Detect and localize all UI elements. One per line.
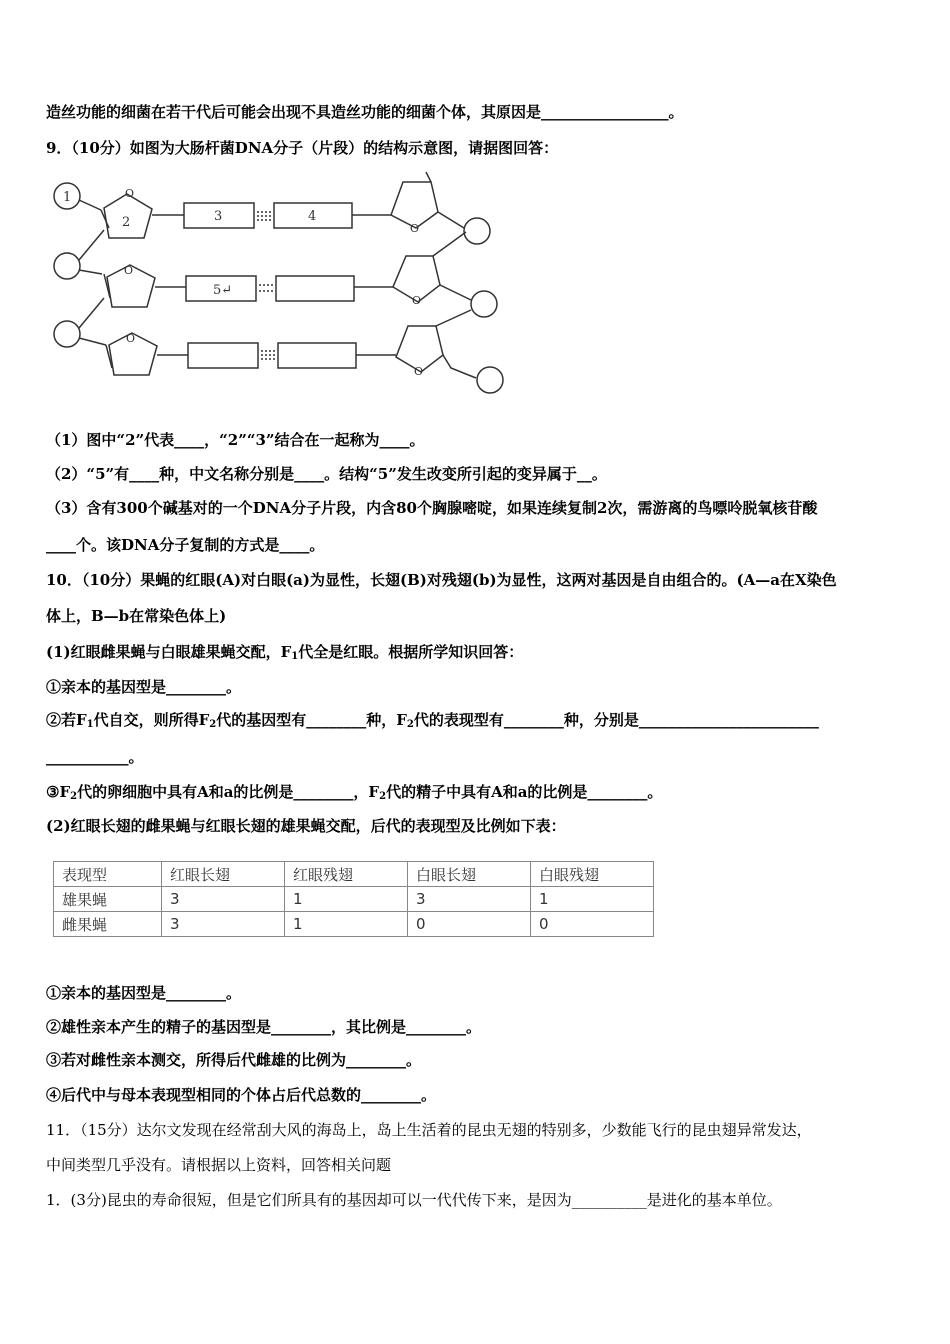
table-cell: 3 xyxy=(162,912,285,937)
subscript: 2 xyxy=(209,719,217,730)
q11-stem-a: 11．（15分）达尔文发现在经常刮大风的海岛上，岛上生活着的昆虫无翅的特别多，少数能飞行的昆虫翅异常发达， xyxy=(46,1121,812,1139)
table-cell: 1 xyxy=(531,887,654,912)
label-2: 2 xyxy=(122,215,131,230)
q10-part1-c xyxy=(46,782,910,802)
phosphate xyxy=(477,367,503,393)
q10-part2-c: ③若对雌性亲本测交，所得后代雌雄的比例为________。 xyxy=(46,1051,422,1069)
subscript: 2 xyxy=(379,791,387,802)
q11-part1: 1．(3分)昆虫的寿命很短，但是它们所具有的基因却可以一代代传下来，是因为__________是进化的基本单位。 xyxy=(46,1191,782,1209)
base xyxy=(188,343,258,368)
label-o: O xyxy=(412,294,422,307)
q10-part1-b xyxy=(46,710,910,730)
backbone-bond xyxy=(79,200,101,210)
table-cell: 雌果蝇 xyxy=(54,912,162,937)
label-3: 3 xyxy=(214,209,223,224)
backbone-bond xyxy=(79,270,102,274)
table-cell: 1 xyxy=(285,912,408,937)
q9-stem xyxy=(46,138,910,158)
table-header-cell: 表现型 xyxy=(54,862,162,887)
table-header-cell: 白眼长翅 xyxy=(408,862,531,887)
q10-part1c-text: 代的卵细胞中具有A和a的比例是________，F xyxy=(77,783,380,801)
label-o: O xyxy=(410,222,420,235)
backbone-bond xyxy=(436,310,471,326)
q10-part1b-text: ②若F xyxy=(46,711,87,729)
q10-part2-b: ②雄性亲本产生的精子的基因型是________，其比例是________。 xyxy=(46,1018,482,1036)
label-o: O xyxy=(414,365,424,378)
label-o: O xyxy=(126,332,136,345)
phosphate xyxy=(54,321,80,347)
backbone-bond xyxy=(443,355,476,378)
subscript: 2 xyxy=(70,791,78,802)
table-header-row xyxy=(54,862,654,887)
q10-stem-a: 10．（10分）果蝇的红眼(A)对白眼(a)为显性，长翅(B)对残翅(b)为显性，这两对基因是自由组合的。(A—a在X染色 xyxy=(46,571,837,589)
q10-part2-d: ④后代中与母本表现型相同的个体占后代总数的________。 xyxy=(46,1086,437,1104)
label-1: 1 xyxy=(63,190,72,205)
subscript: 2 xyxy=(406,719,414,730)
label-o: O xyxy=(125,187,135,200)
backbone-bond xyxy=(438,212,464,228)
backbone-bond xyxy=(440,285,471,300)
label-5: 5↵ xyxy=(213,283,233,298)
sugar-tick xyxy=(426,172,431,182)
q10-part1c-text: ③F xyxy=(46,783,71,801)
phenotype-table xyxy=(53,861,654,937)
base xyxy=(276,276,354,301)
q10-stem-b: 体上，B—b在常染色体上) xyxy=(46,607,227,625)
phosphate xyxy=(464,218,490,244)
table-row xyxy=(54,912,654,937)
table-cell: 0 xyxy=(531,912,654,937)
q8-tail-line: 造丝功能的细菌在若干代后可能会出现不具造丝功能的细菌个体，其原因是_________________。 xyxy=(46,103,684,121)
q10-part2: (2)红眼长翅的雌果蝇与红眼长翅的雄果蝇交配，后代的表现型及比例如下表： xyxy=(46,817,566,835)
table-cell: 雄果蝇 xyxy=(54,887,162,912)
table-cell: 0 xyxy=(408,912,531,937)
backbone-bond xyxy=(79,338,106,345)
base xyxy=(278,343,356,368)
q10-part1-text: (1)红眼雌果蝇与白眼雄果蝇交配，F xyxy=(46,643,292,661)
backbone-bond xyxy=(79,298,104,328)
q10-part1-text: 代全是红眼。根据所学知识回答： xyxy=(298,643,524,661)
table-cell: 1 xyxy=(285,887,408,912)
table-header-cell: 白眼残翅 xyxy=(531,862,654,887)
q9-part3-b: ____个。该DNA分子复制的方式是____。 xyxy=(46,536,325,554)
q9-part2: （2）“5”有____种，中文名称分别是____。结构“5”发生改变所引起的变异属于__。 xyxy=(46,465,607,483)
q10-part1-a: ①亲本的基因型是________。 xyxy=(46,678,242,696)
table-header-cell: 红眼长翅 xyxy=(162,862,285,887)
subscript: 1 xyxy=(291,651,299,662)
q9-part3-a: （3）含有300个碱基对的一个DNA分子片段，内含80个胸腺嘧啶，如果连续复制2次，需游离的鸟嘌呤脱氧核苷酸 xyxy=(46,499,818,517)
q10-part1b-text: 代的表现型有________种，分别是________________________ xyxy=(413,711,819,729)
q10-part1c-text: 代的精子中具有A和a的比例是________。 xyxy=(386,783,663,801)
q9-part1: （1）图中“2”代表____，“2”“3”结合在一起称为____。 xyxy=(46,431,425,449)
q10-part1 xyxy=(46,642,910,662)
table-row xyxy=(54,887,654,912)
phosphate xyxy=(471,291,497,317)
q10-part1b-text: 代的基因型有________种，F xyxy=(216,711,407,729)
label-4: 4 xyxy=(308,209,317,224)
phosphate xyxy=(54,253,80,279)
backbone-bond xyxy=(79,230,104,260)
q10-part2-a: ①亲本的基因型是________。 xyxy=(46,984,242,1002)
table-cell: 3 xyxy=(408,887,531,912)
subscript: 1 xyxy=(86,719,94,730)
label-o: O xyxy=(124,264,134,277)
q10-part1b-text: 代自交，则所得F xyxy=(93,711,210,729)
q9-stem-text: 9．（10分）如图为大肠杆菌DNA分子（片段）的结构示意图，请据图回答： xyxy=(46,139,559,157)
dna-structure-diagram xyxy=(46,170,516,398)
table-cell: 3 xyxy=(162,887,285,912)
q11-stem-b: 中间类型几乎没有。请根据以上资料，回答相关问题 xyxy=(46,1156,392,1174)
backbone-bond xyxy=(433,232,466,256)
q10-part1-b-cont: ___________。 xyxy=(46,748,144,766)
table-header-cell: 红眼残翅 xyxy=(285,862,408,887)
